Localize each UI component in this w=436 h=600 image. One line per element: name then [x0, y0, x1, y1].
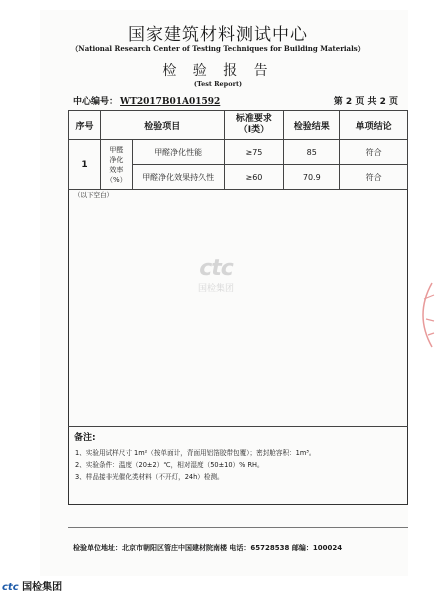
result-value: 70.9 — [284, 165, 340, 190]
group-name: 甲醛 净化 效率 （%） — [100, 140, 132, 190]
brand-logo — [2, 578, 62, 593]
header-standard: 标准要求 （Ⅰ类） — [224, 111, 284, 140]
center-number-label: 中心编号： — [73, 97, 119, 107]
row-index: 1 — [69, 140, 101, 190]
item-name: 甲醛净化性能 — [132, 140, 224, 165]
result-value: 85 — [284, 140, 340, 165]
report-title-cn: 检 验 报 告 — [162, 63, 274, 79]
center-number — [73, 94, 220, 107]
conclusion-value: 符合 — [340, 140, 408, 165]
header-conclusion: 单项结论 — [340, 111, 408, 140]
standard-value: ≥75 — [224, 140, 284, 165]
header-result: 检验结果 — [284, 111, 340, 140]
notes-divider — [68, 426, 408, 427]
watermark — [186, 256, 246, 294]
footer-divider — [68, 527, 408, 528]
center-number-value: WT2017B01A01592 — [120, 97, 221, 107]
note-item: 2、实验条件：温度（20±2）℃，相对湿度（50±10）% RH。 — [75, 461, 264, 469]
page-indicator: 第 2 页 共 2 页 — [333, 97, 398, 107]
brand-name: 国检集团 — [22, 582, 63, 593]
results-table — [68, 110, 408, 190]
org-name-cn: 国家建筑材料测试中心 — [128, 25, 308, 45]
report-title-en: (Test Report) — [193, 80, 243, 88]
org-name-en: （National Research Center of Testing Techniques for Building Materials） — [71, 44, 365, 53]
seal-stamp — [410, 275, 436, 355]
note-item: 3、样品接非光催化类材料（不开灯，24h）检测。 — [75, 473, 224, 481]
note-item: 1、实验用试样尺寸 1m²（按单面计，背面用铝箔胶带包覆）；密封舱容积：1m³。 — [75, 449, 316, 457]
header-item: 检验项目 — [100, 111, 224, 140]
item-name: 甲醛净化效果持久性 — [132, 165, 224, 190]
table-row — [69, 140, 408, 165]
notes-title: 备注: — [74, 433, 96, 443]
table-header-row — [69, 111, 408, 140]
watermark-logo: ctc — [199, 256, 233, 281]
ctc-logo-icon: ctc — [2, 582, 19, 593]
blank-below-note: （以下空白） — [74, 191, 113, 199]
standard-value: ≥60 — [224, 165, 284, 190]
footer-address: 检验单位地址：北京市朝阳区管庄中国建材院南楼 电话：65728538 邮编：100024 — [73, 544, 343, 552]
conclusion-value: 符合 — [340, 165, 408, 190]
header-index: 序号 — [69, 111, 101, 140]
watermark-text: 国检集团 — [197, 284, 234, 294]
